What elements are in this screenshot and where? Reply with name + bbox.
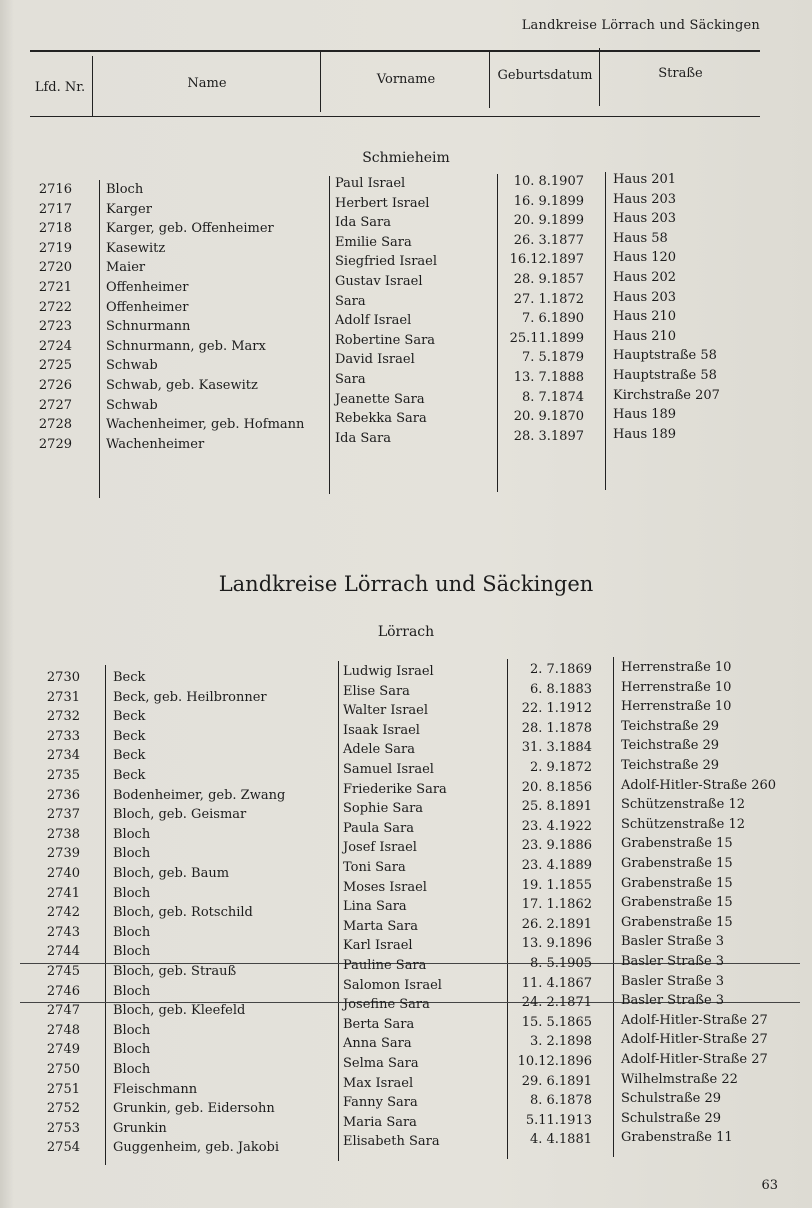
row-number: 2749 [46, 1042, 80, 1058]
row-name: Bloch [113, 924, 151, 940]
row-vorname: Elise Sara [343, 683, 410, 699]
row-strasse: Haus 189 [613, 426, 677, 442]
row-vorname: Adele Sara [343, 742, 416, 758]
row-vorname: Elisabeth Sara [343, 1134, 440, 1150]
row-strasse: Haus 203 [613, 191, 677, 207]
row-number: 2739 [46, 846, 80, 862]
row-geburtsdatum: 5.11.1913 [525, 1112, 592, 1128]
row-name: Bloch [113, 1022, 151, 1038]
row-strasse: Schulstraße 29 [621, 1110, 722, 1126]
row-geburtsdatum: 31. 3.1884 [521, 740, 592, 756]
row-name: Beck, geb. Heilbronner [113, 689, 267, 705]
row-vorname: Josefine Sara [343, 997, 430, 1013]
district-heading: Landkreise Lörrach und Säckingen [218, 572, 594, 596]
row-strasse: Basler Straße 3 [621, 954, 725, 969]
row-vorname: Ludwig Israel [343, 664, 434, 679]
row-geburtsdatum: 17. 1.1862 [521, 897, 592, 913]
row-geburtsdatum: 20. 9.1870 [513, 409, 584, 425]
row-vorname: Jeanette Sara [335, 391, 425, 407]
row-number: 2746 [46, 983, 80, 999]
row-number: 2729 [38, 436, 72, 452]
running-head: Landkreise Lörrach und Säckingen [521, 18, 760, 33]
row-vorname: Toni Sara [343, 860, 406, 875]
row-geburtsdatum: 26. 2.1891 [521, 916, 592, 932]
row-number: 2737 [46, 807, 80, 823]
row-number: 2750 [46, 1062, 80, 1077]
section-heading-loerrach: Lörrach [377, 624, 435, 640]
row-name: Bloch [113, 885, 151, 901]
row-strasse: Schulstraße 29 [621, 1091, 722, 1107]
row-number: 2742 [46, 905, 80, 921]
row-name: Bloch, geb. Geismar [113, 807, 247, 823]
row-number: 2723 [38, 319, 72, 335]
row-number: 2753 [46, 1120, 80, 1136]
row-geburtsdatum: 16. 9.1899 [513, 193, 584, 209]
row-vorname: Marta Sara [343, 918, 419, 934]
row-vorname: Maria Sara [343, 1114, 417, 1130]
row-number: 2721 [38, 280, 72, 295]
row-geburtsdatum: 10. 8.1907 [513, 174, 584, 189]
row-strasse: Herrenstraße 10 [621, 660, 732, 675]
row-number: 2731 [46, 689, 80, 705]
row-number: 2751 [46, 1081, 80, 1097]
section-heading-schmieheim: Schmieheim [362, 150, 450, 166]
row-name: Bloch, geb. Baum [113, 866, 230, 881]
row-geburtsdatum: 28. 3.1897 [513, 428, 584, 444]
row-strasse: Adolf-Hitler-Straße 27 [621, 1052, 768, 1067]
row-geburtsdatum: 16.12.1897 [509, 252, 584, 268]
row-vorname: Sara [335, 372, 366, 387]
row-geburtsdatum: 20. 9.1899 [513, 213, 584, 229]
row-geburtsdatum: 6. 8.1883 [529, 681, 592, 697]
row-geburtsdatum: 25.11.1899 [509, 330, 584, 346]
row-strasse: Teichstraße 29 [621, 738, 720, 754]
row-geburtsdatum: 26. 3.1877 [513, 232, 584, 248]
row-number: 2719 [38, 240, 72, 256]
row-vorname: Anna Sara [343, 1036, 412, 1052]
row-strasse: Schützenstraße 12 [621, 797, 745, 813]
row-strasse: Basler Straße 3 [621, 934, 725, 950]
row-strasse: Haus 201 [613, 172, 677, 187]
row-vorname: Pauline Sara [343, 958, 427, 973]
row-number: 2726 [38, 378, 72, 393]
row-number: 2735 [46, 768, 80, 783]
row-name: Offenheimer [106, 299, 189, 315]
table-row [0, 1130, 812, 1160]
row-vorname: Sophie Sara [343, 801, 424, 817]
row-name: Bloch [113, 944, 151, 960]
row-vorname: Walter Israel [343, 703, 429, 719]
row-name: Bodenheimer, geb. Zwang [113, 787, 286, 803]
row-name: Beck [113, 728, 146, 744]
row-vorname: Salomon Israel [343, 977, 442, 993]
row-name: Schnurmann [106, 319, 191, 335]
row-name: Beck [113, 748, 146, 764]
row-geburtsdatum: 10.12.1896 [517, 1054, 592, 1069]
row-number: 2716 [38, 182, 72, 197]
row-number: 2724 [38, 338, 72, 354]
row-name: Schwab [106, 397, 158, 413]
header-divider [489, 50, 490, 108]
row-strasse: Haus 210 [613, 309, 677, 325]
row-number: 2740 [46, 866, 80, 881]
row-name: Wachenheimer [106, 436, 205, 452]
row-strasse: Hauptstraße 58 [613, 368, 717, 383]
row-geburtsdatum: 7. 5.1879 [521, 350, 584, 366]
row-number: 2748 [46, 1022, 80, 1038]
row-vorname: Herbert Israel [335, 195, 430, 211]
row-vorname: Fanny Sara [343, 1095, 418, 1111]
row-geburtsdatum: 11. 4.1867 [521, 975, 592, 991]
row-vorname: Gustav Israel [335, 274, 423, 289]
row-strasse: Haus 203 [613, 289, 677, 305]
row-number: 2727 [38, 397, 72, 413]
row-vorname: Berta Sara [343, 1016, 415, 1032]
row-geburtsdatum: 23. 9.1886 [521, 838, 592, 854]
row-vorname: Samuel Israel [343, 762, 434, 777]
row-name: Bloch [113, 826, 151, 842]
row-number: 2725 [38, 358, 72, 374]
row-number: 2732 [46, 709, 80, 725]
row-strasse: Wilhelmstraße 22 [621, 1071, 738, 1087]
row-vorname: David Israel [335, 352, 415, 368]
row-geburtsdatum: 27. 1.1872 [513, 291, 584, 307]
row-name: Karger [106, 201, 152, 217]
row-number: 2728 [38, 417, 72, 433]
row-vorname: Lina Sara [343, 899, 407, 915]
row-strasse: Herrenstraße 10 [621, 699, 732, 715]
row-name: Grunkin, geb. Eidersohn [113, 1101, 275, 1117]
row-vorname: Emilie Sara [335, 234, 412, 250]
row-strasse: Haus 203 [613, 211, 677, 227]
column-header-lfd-nr: Lfd. Nr. [34, 80, 86, 95]
row-number: 2752 [46, 1101, 80, 1117]
row-strasse: Grabenstraße 15 [621, 895, 733, 911]
row-name: Maier [106, 260, 146, 276]
row-number: 2736 [46, 787, 80, 803]
row-name: Guggenheim, geb. Jakobi [113, 1140, 280, 1156]
row-vorname: Karl Israel [343, 938, 413, 954]
row-geburtsdatum: 15. 5.1865 [521, 1014, 592, 1030]
header-rule-top [30, 50, 760, 52]
row-name: Schnurmann, geb. Marx [106, 338, 266, 354]
row-geburtsdatum: 29. 6.1891 [521, 1073, 592, 1089]
row-strasse: Kirchstraße 207 [613, 387, 720, 403]
row-name: Bloch [113, 1042, 151, 1058]
row-number: 2717 [38, 201, 72, 217]
row-name: Beck [113, 768, 146, 783]
row-geburtsdatum: 28. 9.1857 [513, 272, 584, 287]
row-name: Fleischmann [113, 1081, 198, 1097]
row-geburtsdatum: 8. 7.1874 [521, 389, 584, 405]
row-strasse: Teichstraße 29 [621, 718, 720, 734]
row-vorname: Max Israel [343, 1075, 414, 1091]
row-strasse: Haus 189 [613, 407, 677, 423]
table-row [0, 191, 812, 222]
row-vorname: Sara [335, 293, 366, 309]
row-strasse: Grabenstraße 15 [621, 856, 733, 871]
row-geburtsdatum: 13. 7.1888 [513, 370, 584, 385]
row-number: 2720 [38, 260, 72, 276]
row-name: Wachenheimer, geb. Hofmann [106, 417, 305, 433]
table-row [0, 407, 812, 437]
row-name: Bloch [113, 1062, 151, 1077]
header-divider [320, 52, 321, 112]
row-strasse: Haus 58 [613, 230, 668, 246]
row-geburtsdatum: 24. 2.1871 [521, 995, 592, 1011]
column-header-name: Name [187, 76, 227, 91]
row-geburtsdatum: 8. 5.1905 [529, 956, 592, 971]
row-number: 2734 [46, 748, 80, 764]
row-name: Bloch, geb. Rotschild [113, 905, 253, 921]
row-number: 2744 [46, 944, 80, 960]
row-number: 2745 [46, 964, 80, 979]
row-vorname: Selma Sara [343, 1056, 419, 1071]
column-header-strasse: Straße [658, 66, 703, 81]
row-vorname: Siegfried Israel [335, 254, 438, 270]
row-name: Karger, geb. Offenheimer [106, 221, 274, 237]
row-vorname: Ida Sara [335, 430, 391, 446]
row-geburtsdatum: 28. 1.1878 [521, 720, 592, 736]
row-name: Bloch [113, 846, 151, 862]
row-number: 2718 [38, 221, 72, 237]
row-name: Beck [113, 709, 146, 725]
row-name: Schwab [106, 358, 158, 374]
row-geburtsdatum: 2. 9.1872 [529, 760, 592, 775]
row-strasse: Adolf-Hitler-Straße 27 [621, 1012, 768, 1028]
row-name: Kasewitz [106, 240, 166, 256]
row-geburtsdatum: 23. 4.1922 [521, 818, 592, 834]
row-vorname: Ida Sara [335, 215, 391, 231]
row-vorname: Adolf Israel [335, 313, 412, 329]
row-number: 2741 [46, 885, 80, 901]
row-name: Offenheimer [106, 280, 189, 295]
row-name: Bloch [106, 182, 144, 197]
row-strasse: Adolf-Hitler-Straße 27 [621, 1032, 768, 1048]
row-number: 2730 [46, 670, 80, 685]
row-number: 2754 [46, 1140, 80, 1156]
page-number: 63 [761, 1178, 778, 1193]
row-vorname: Paula Sara [343, 820, 414, 836]
table-row [0, 426, 812, 457]
row-number: 2733 [46, 728, 80, 744]
row-strasse: Grabenstraße 15 [621, 875, 733, 891]
row-geburtsdatum: 2. 7.1869 [529, 662, 592, 677]
row-number: 2722 [38, 299, 72, 315]
row-name: Bloch, geb. Strauß [113, 964, 237, 979]
table-row [0, 270, 812, 300]
row-geburtsdatum: 25. 8.1891 [521, 799, 592, 815]
row-geburtsdatum: 22. 1.1912 [521, 701, 592, 717]
row-strasse: Grabenstraße 15 [621, 836, 733, 852]
row-strasse: Teichstraße 29 [621, 758, 720, 773]
row-strasse: Haus 202 [613, 270, 677, 285]
row-number: 2747 [46, 1003, 80, 1019]
row-vorname: Paul Israel [335, 176, 406, 191]
row-number: 2738 [46, 826, 80, 842]
column-header-geburtsdatum: Geburtsdatum [497, 68, 593, 83]
row-vorname: Rebekka Sara [335, 411, 427, 427]
row-geburtsdatum: 20. 8.1856 [521, 779, 592, 795]
row-number: 2743 [46, 924, 80, 940]
row-name: Beck [113, 670, 146, 685]
row-geburtsdatum: 23. 4.1889 [521, 858, 592, 873]
column-header-vorname: Vorname [376, 72, 436, 87]
header-rule-bottom [30, 116, 760, 117]
row-name: Grunkin [113, 1120, 167, 1136]
row-vorname: Robertine Sara [335, 332, 436, 348]
row-geburtsdatum: 7. 6.1890 [521, 311, 584, 327]
header-divider [92, 56, 93, 116]
row-strasse: Herrenstraße 10 [621, 679, 732, 695]
row-strasse: Grabenstraße 11 [621, 1130, 733, 1146]
row-strasse: Grabenstraße 15 [621, 914, 733, 930]
row-strasse: Hauptstraße 58 [613, 348, 717, 364]
row-geburtsdatum: 4. 4.1881 [529, 1132, 592, 1148]
row-geburtsdatum: 13. 9.1896 [521, 936, 592, 952]
row-strasse: Haus 210 [613, 328, 677, 344]
row-strasse: Schützenstraße 12 [621, 816, 745, 832]
row-vorname: Josef Israel [343, 840, 417, 856]
row-strasse: Haus 120 [613, 250, 677, 266]
row-name: Bloch [113, 983, 151, 999]
row-strasse: Basler Straße 3 [621, 973, 725, 989]
row-vorname: Friederike Sara [343, 781, 447, 797]
row-geburtsdatum: 3. 2.1898 [529, 1034, 592, 1050]
row-name: Schwab, geb. Kasewitz [106, 378, 258, 393]
row-geburtsdatum: 8. 6.1878 [529, 1093, 592, 1109]
row-strasse: Basler Straße 3 [621, 993, 725, 1009]
row-strasse: Adolf-Hitler-Straße 260 [621, 777, 777, 793]
row-geburtsdatum: 19. 1.1855 [521, 877, 592, 893]
row-vorname: Isaak Israel [343, 722, 420, 738]
row-name: Bloch, geb. Kleefeld [113, 1003, 246, 1019]
row-vorname: Moses Israel [343, 879, 427, 895]
header-divider [599, 48, 600, 106]
